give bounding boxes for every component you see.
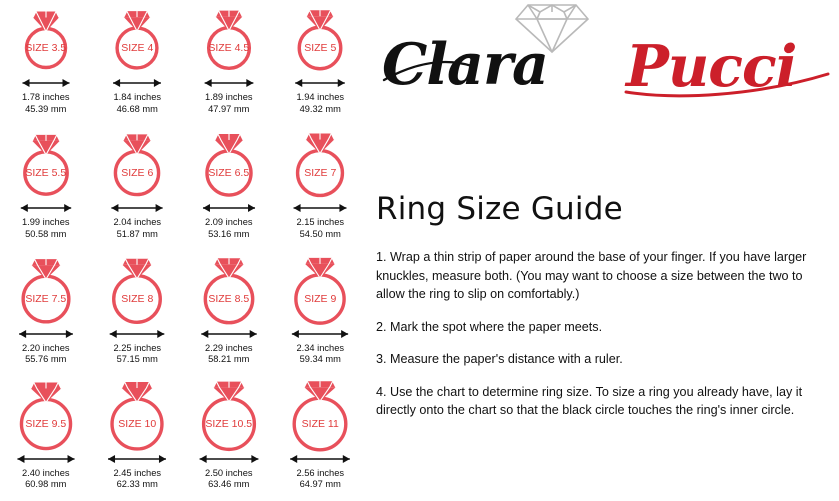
ring-measurement [296, 92, 344, 115]
ring-size-label: SIZE 8.5 [208, 292, 250, 305]
ring-diameter-inches: 2.29 inches [204, 342, 253, 353]
ring-diameter-mm: 59.34 mm [299, 354, 341, 364]
ring-size-label: SIZE 9 [304, 292, 337, 305]
ring-illustration [278, 127, 362, 203]
ring-diameter-inches: 2.45 inches [113, 467, 162, 478]
ring-measurement [113, 468, 161, 491]
diameter-arrow [187, 77, 271, 90]
brand-wordmark [376, 22, 836, 98]
diameter-arrow [278, 328, 362, 341]
ring-diameter-inches: 2.25 inches [113, 342, 162, 353]
ring-illustration [4, 127, 88, 203]
brand-name-part1: Clara [382, 31, 548, 98]
diameter-arrow [278, 202, 362, 215]
ring-illustration [95, 253, 179, 329]
ring-size-label: SIZE 9.5 [25, 417, 67, 430]
ring-size-cell [0, 376, 92, 501]
ring-diameter-mm: 45.39 mm [25, 103, 67, 114]
brand-logo [372, 0, 839, 108]
ring-diameter-mm: 55.76 mm [25, 354, 67, 364]
ring-illustration [4, 378, 88, 454]
ring-size-label: SIZE 8 [121, 292, 154, 305]
ring-size-cell [183, 376, 275, 501]
ring-diameter-inches: 2.40 inches [21, 467, 70, 478]
diameter-arrow [4, 202, 88, 215]
diameter-arrow [95, 202, 179, 215]
instruction-step: 3. Measure the paper's distance with a ruler. [376, 352, 623, 366]
ring-measurement [113, 343, 161, 366]
diameter-arrow [278, 453, 362, 466]
diameter-arrow [187, 328, 271, 341]
ring-illustration [187, 253, 271, 329]
ring-measurement [22, 217, 70, 240]
ring-illustration [278, 2, 362, 78]
ring-measurement [22, 468, 70, 491]
ring-size-cell [92, 125, 184, 250]
ring-size-label: SIZE 7.5 [25, 292, 67, 305]
ring-illustration [187, 127, 271, 203]
diameter-arrow [187, 453, 271, 466]
ring-size-label: SIZE 4.5 [208, 42, 250, 54]
ring-diameter-mm: 53.16 mm [208, 228, 250, 239]
ring-size-cell [183, 125, 275, 250]
ring-measurement [22, 92, 70, 115]
ring-size-label: SIZE 11 [301, 417, 339, 430]
ring-illustration [4, 2, 88, 78]
ring-diameter-mm: 51.87 mm [116, 228, 158, 239]
ring-illustration [278, 253, 362, 329]
diameter-arrow [4, 77, 88, 90]
ring-size-cell [275, 376, 367, 501]
ring-size-cell [275, 251, 367, 376]
ring-diameter-inches: 1.94 inches [296, 92, 345, 102]
ring-measurement [205, 217, 253, 240]
diameter-arrow [4, 453, 88, 466]
ring-diameter-mm: 49.32 mm [299, 103, 341, 114]
ring-diameter-mm: 58.21 mm [208, 354, 250, 364]
ring-diameter-inches: 1.99 inches [21, 217, 70, 228]
ring-size-cell [0, 125, 92, 250]
ring-illustration [95, 127, 179, 203]
ring-diameter-inches: 1.78 inches [21, 92, 70, 102]
ring-size-label: SIZE 5.5 [25, 167, 67, 180]
instruction-step: 1. Wrap a thin strip of paper around the base of your finger. If you have larger knuckles, measure both. (You may want to choose a size between the two to allow the ring to slip on comfortably.) [376, 250, 807, 301]
diameter-arrow [278, 77, 362, 90]
ring-size-label: SIZE 5 [304, 42, 337, 54]
ring-size-label: SIZE 4 [121, 42, 154, 54]
ring-size-cell [183, 0, 275, 125]
ring-diameter-mm: 60.98 mm [25, 479, 67, 490]
ring-diameter-mm: 46.68 mm [116, 103, 158, 114]
page-title: Ring Size Guide [376, 191, 623, 227]
ring-diameter-mm: 64.97 mm [299, 479, 341, 490]
ring-diameter-mm: 54.50 mm [299, 228, 341, 239]
ring-measurement [205, 343, 253, 366]
ring-diameter-inches: 1.84 inches [113, 92, 162, 102]
ring-illustration [95, 2, 179, 78]
ring-measurement [113, 217, 161, 240]
ring-diameter-inches: 2.15 inches [296, 217, 345, 228]
diameter-arrow [4, 328, 88, 341]
ring-diameter-inches: 1.89 inches [204, 92, 253, 102]
ring-diameter-inches: 2.20 inches [21, 342, 70, 353]
ring-measurement [296, 468, 344, 491]
ring-diameter-inches: 2.09 inches [204, 217, 253, 228]
ring-diameter-mm: 57.15 mm [116, 354, 158, 364]
ring-size-cell [92, 376, 184, 501]
diameter-arrow [95, 453, 179, 466]
ring-size-label: SIZE 6.5 [208, 167, 250, 180]
instruction-step: 2. Mark the spot where the paper meets. [376, 319, 603, 334]
ring-diameter-inches: 2.50 inches [204, 467, 253, 478]
ring-illustration [187, 378, 271, 454]
ring-measurement [205, 92, 253, 115]
ring-size-cell [183, 251, 275, 376]
ring-diameter-mm: 47.97 mm [208, 103, 250, 114]
ring-size-label: SIZE 3.5 [25, 42, 67, 54]
ring-diameter-mm: 62.33 mm [116, 479, 158, 490]
ring-illustration [187, 2, 271, 78]
ring-diameter-mm: 50.58 mm [25, 228, 67, 239]
instruction-step: 4. Use the chart to determine ring size. To size a ring you already have, lay it directly onto the chart so that the black circle touches the ring's inner circle. [376, 384, 803, 417]
diameter-arrow [187, 202, 271, 215]
ring-size-label: SIZE 10 [118, 417, 157, 430]
ring-diameter-inches: 2.34 inches [296, 342, 345, 353]
diameter-arrow [95, 77, 179, 90]
right-panel [372, 0, 839, 501]
ring-diameter-inches: 2.04 inches [113, 217, 162, 228]
ring-size-label: SIZE 7 [304, 167, 337, 180]
diameter-arrow [95, 328, 179, 341]
ring-size-cell [275, 125, 367, 250]
ring-measurement [205, 468, 253, 491]
ring-measurement [296, 343, 344, 366]
ring-diameter-mm: 63.46 mm [208, 479, 250, 490]
ring-size-label: SIZE 6 [121, 167, 154, 180]
ring-size-chart [0, 0, 366, 501]
ring-size-cell [275, 0, 367, 125]
ring-measurement [296, 217, 344, 240]
instruction-list [376, 248, 832, 434]
ring-size-cell [92, 0, 184, 125]
ring-measurement [22, 343, 70, 366]
ring-size-cell [92, 251, 184, 376]
brand-name-part2: Pucci [626, 33, 797, 100]
ring-size-cell [0, 0, 92, 125]
ring-size-label: SIZE 10.5 [205, 417, 253, 430]
ring-diameter-inches: 2.56 inches [296, 467, 345, 478]
ring-illustration [4, 253, 88, 329]
ring-measurement [113, 92, 161, 115]
ring-size-cell [0, 251, 92, 376]
ring-illustration [278, 378, 362, 454]
ring-illustration [95, 378, 179, 454]
